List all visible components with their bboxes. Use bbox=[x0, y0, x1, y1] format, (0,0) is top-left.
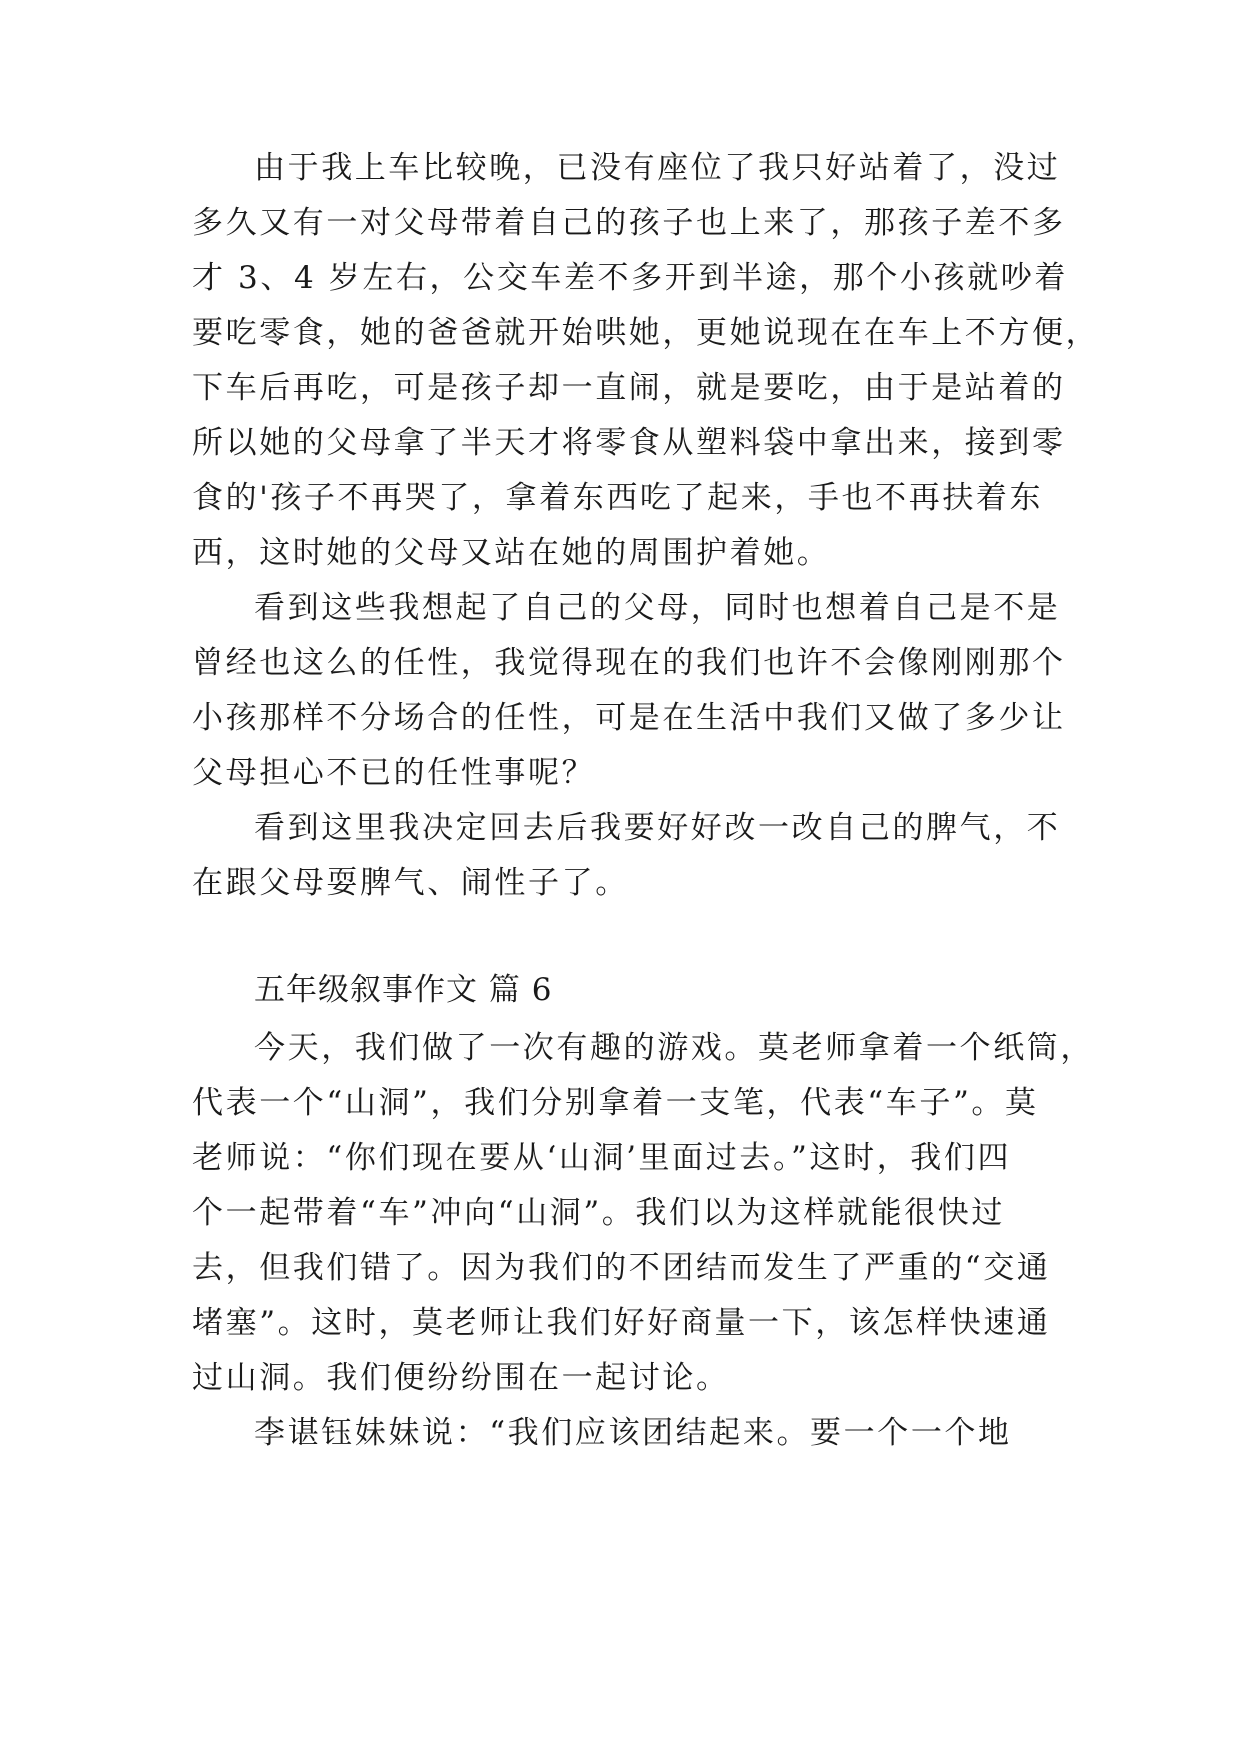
text-line: 看到这里我决定回去后我要好好改一改自己的脾气，不 bbox=[254, 810, 1061, 846]
text-line: 要吃零食，她的爸爸就开始哄她，更她说现在在车上不方便， bbox=[192, 315, 1100, 351]
text-line: 曾经也这么的任性，我觉得现在的我们也许不会像刚刚那个 bbox=[192, 645, 1066, 681]
text-line: 过山洞。我们便纷纷围在一起讨论。 bbox=[192, 1360, 730, 1396]
text-line: 父母担心不已的任性事呢？ bbox=[192, 755, 596, 791]
text-line: 下车后再吃，可是孩子却一直闹，就是要吃，由于是站着的 bbox=[192, 370, 1066, 406]
text-line: 老师说：“你们现在要从‘山洞’里面过去。”这时，我们四 bbox=[192, 1140, 1012, 1176]
section-heading: 五年级叙事作文 篇 6 bbox=[254, 972, 553, 1008]
text-line: 李谌钰妹妹说：“我们应该团结起来。要一个一个地 bbox=[254, 1415, 1012, 1451]
text-line: 西，这时她的父母又站在她的周围护着她。 bbox=[192, 535, 831, 571]
text-line: 代表一个“山洞”，我们分别拿着一支笔，代表“车子”。莫 bbox=[192, 1085, 1039, 1121]
text-line: 在跟父母耍脾气、闹性子了。 bbox=[192, 865, 629, 901]
text-line: 去，但我们错了。因为我们的不团结而发生了严重的“交通 bbox=[192, 1250, 1051, 1286]
text-line: 今天，我们做了一次有趣的游戏。莫老师拿着一个纸筒， bbox=[254, 1030, 1094, 1066]
text-line: 堵塞”。这时，莫老师让我们好好商量一下，该怎样快速通 bbox=[192, 1305, 1051, 1341]
text-line: 所以她的父母拿了半天才将零食从塑料袋中拿出来，接到零 bbox=[192, 425, 1066, 461]
text-line: 小孩那样不分场合的任性，可是在生活中我们又做了多少让 bbox=[192, 700, 1066, 736]
text-line: 由于我上车比较晚，已没有座位了我只好站着了，没过 bbox=[254, 150, 1061, 186]
text-line: 看到这些我想起了自己的父母，同时也想着自己是不是 bbox=[254, 590, 1061, 626]
text-line: 才 3、4 岁左右，公交车差不多开到半途，那个小孩就吵着 bbox=[192, 260, 1068, 296]
text-line: 多久又有一对父母带着自己的孩子也上来了，那孩子差不多 bbox=[192, 205, 1066, 241]
text-line: 个一起带着“车”冲向“山洞”。我们以为这样就能很快过 bbox=[192, 1195, 1005, 1231]
text-line: 食的'孩子不再哭了，拿着东西吃了起来，手也不再扶着东 bbox=[192, 480, 1044, 516]
